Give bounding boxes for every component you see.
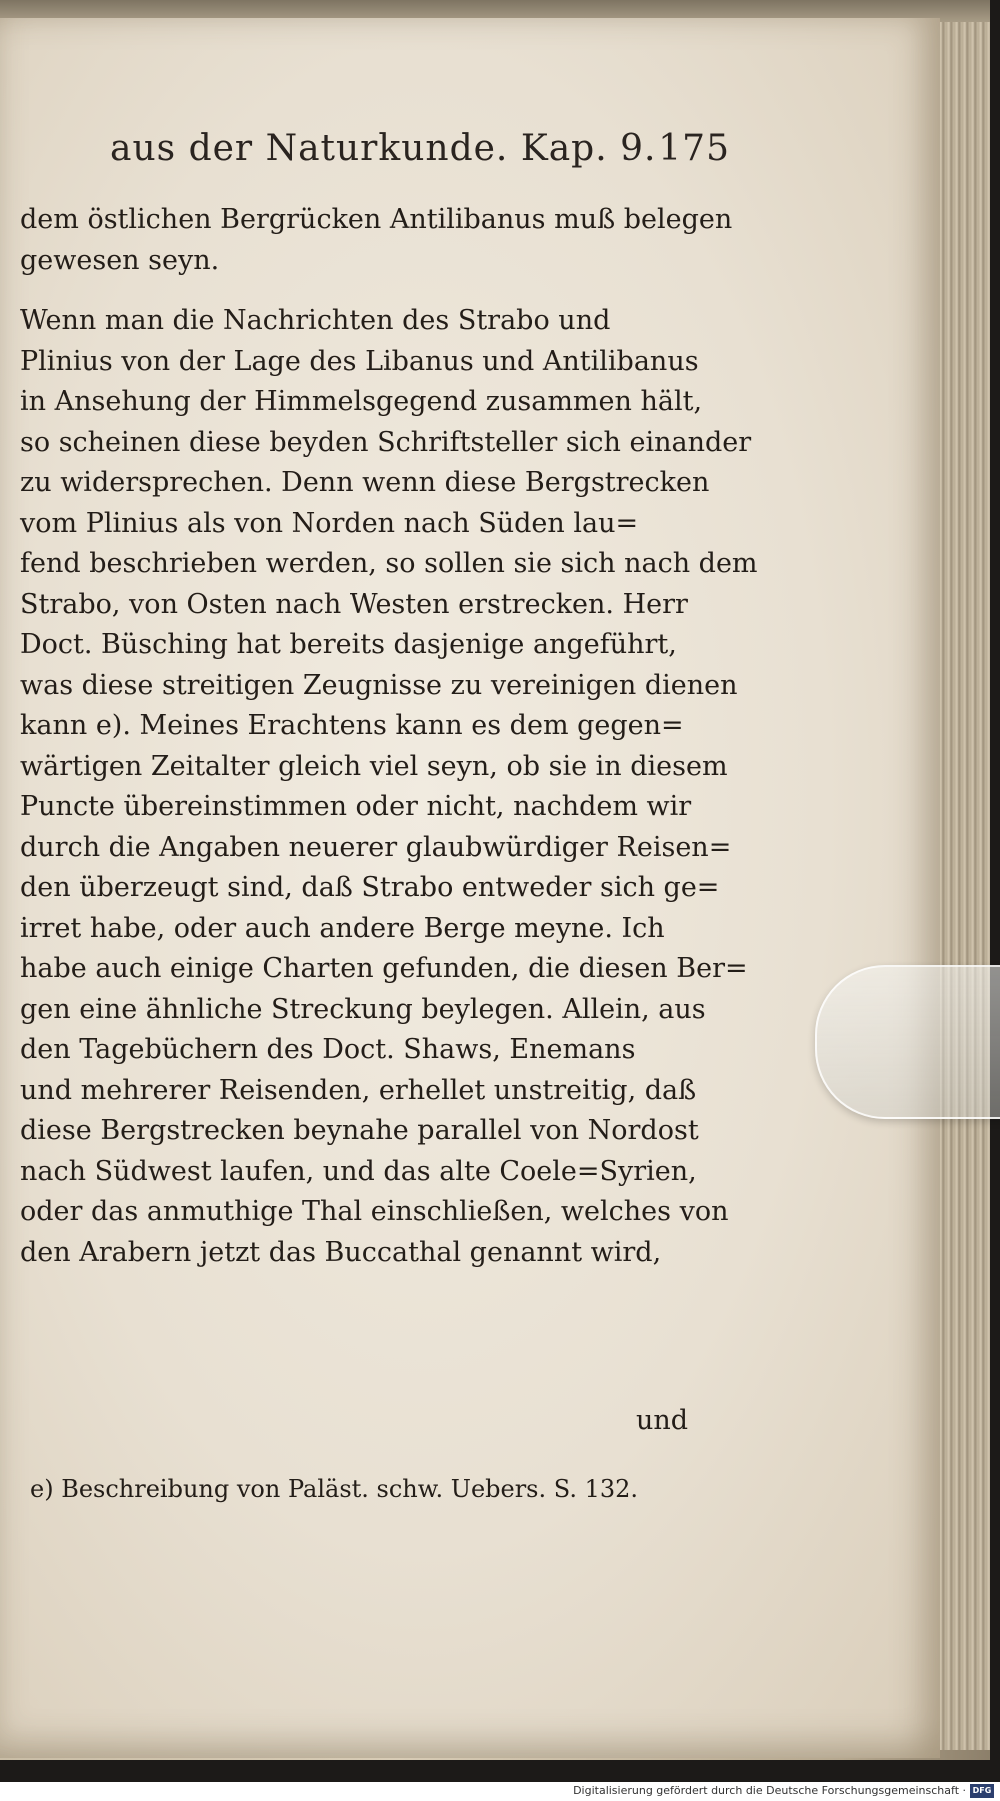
- page-header: [110, 128, 730, 184]
- text-line: fend beschrieben werden, so sollen sie sich nach dem: [20, 548, 758, 579]
- body-text: [20, 200, 758, 1273]
- text-line: den überzeugt sind, daß Strabo entweder sich ge=: [20, 872, 720, 903]
- text-line: so scheinen diese beyden Schriftsteller sich einander: [20, 426, 752, 458]
- text-line: Plinius von der Lage des Libanus und Antilibanus: [20, 345, 699, 377]
- text-line: kann e). Meines Erachtens kann es dem gegen=: [20, 710, 684, 741]
- digitization-credit: Digitalisierung gefördert durch die Deutsche Forschungsgemeinschaft ·: [573, 1784, 966, 1797]
- page-number: 175: [658, 128, 730, 169]
- text-line: oder das anmuthige Thal einschließen, welches von: [20, 1196, 729, 1227]
- running-title: aus der Naturkunde. Kap. 9.: [110, 128, 657, 169]
- text-line: Strabo, von Osten nach Westen erstrecken. Herr: [20, 588, 688, 620]
- text-line: Wenn man die Nachrichten des Strabo und: [20, 305, 611, 336]
- plastic-clip: [815, 965, 1000, 1119]
- text-line: dem östlichen Bergrücken Antilibanus muß belegen: [20, 204, 733, 235]
- text-line: gen eine ähnliche Streckung beylegen. Allein, aus: [20, 993, 706, 1025]
- text-line: durch die Angaben neuerer glaubwürdiger Reisen=: [20, 831, 732, 863]
- text-line: was diese streitigen Zeugnisse zu vereinigen dienen: [20, 669, 738, 701]
- text-line: Doct. Büsching hat bereits dasjenige angeführt,: [20, 629, 677, 660]
- text-line: vom Plinius als von Norden nach Süden lau=: [20, 507, 639, 539]
- text-line: gewesen seyn.: [20, 244, 220, 276]
- text-line: zu widersprechen. Denn wenn diese Bergstrecken: [20, 467, 710, 498]
- text-line: den Arabern jetzt das Buccathal genannt wird,: [20, 1236, 662, 1268]
- text-line: nach Südwest laufen, und das alte Coele=Syrien,: [20, 1155, 697, 1187]
- text-line: irret habe, oder auch andere Berge meyne. Ich: [20, 912, 665, 944]
- text-line: den Tagebüchern des Doct. Shaws, Enemans: [20, 1034, 636, 1065]
- text-line: habe auch einige Charten gefunden, die diesen Ber=: [20, 953, 748, 984]
- text-line: und mehrerer Reisenden, erhellet unstreitig, daß: [20, 1074, 697, 1106]
- paragraph-gap: [20, 281, 720, 301]
- text-line: diese Bergstrecken beynahe parallel von Nordost: [20, 1115, 699, 1146]
- text-line: in Ansehung der Himmelsgegend zusammen hält,: [20, 386, 703, 417]
- text-line: wärtigen Zeitalter gleich viel seyn, ob sie in diesem: [20, 750, 728, 782]
- dfg-logo: DFG: [970, 1784, 994, 1798]
- footnote: e) Beschreibung von Paläst. schw. Uebers. S. 132.: [30, 1475, 639, 1503]
- catchword: und: [636, 1405, 689, 1436]
- text-line: Puncte übereinstimmen oder nicht, nachdem wir: [20, 791, 692, 822]
